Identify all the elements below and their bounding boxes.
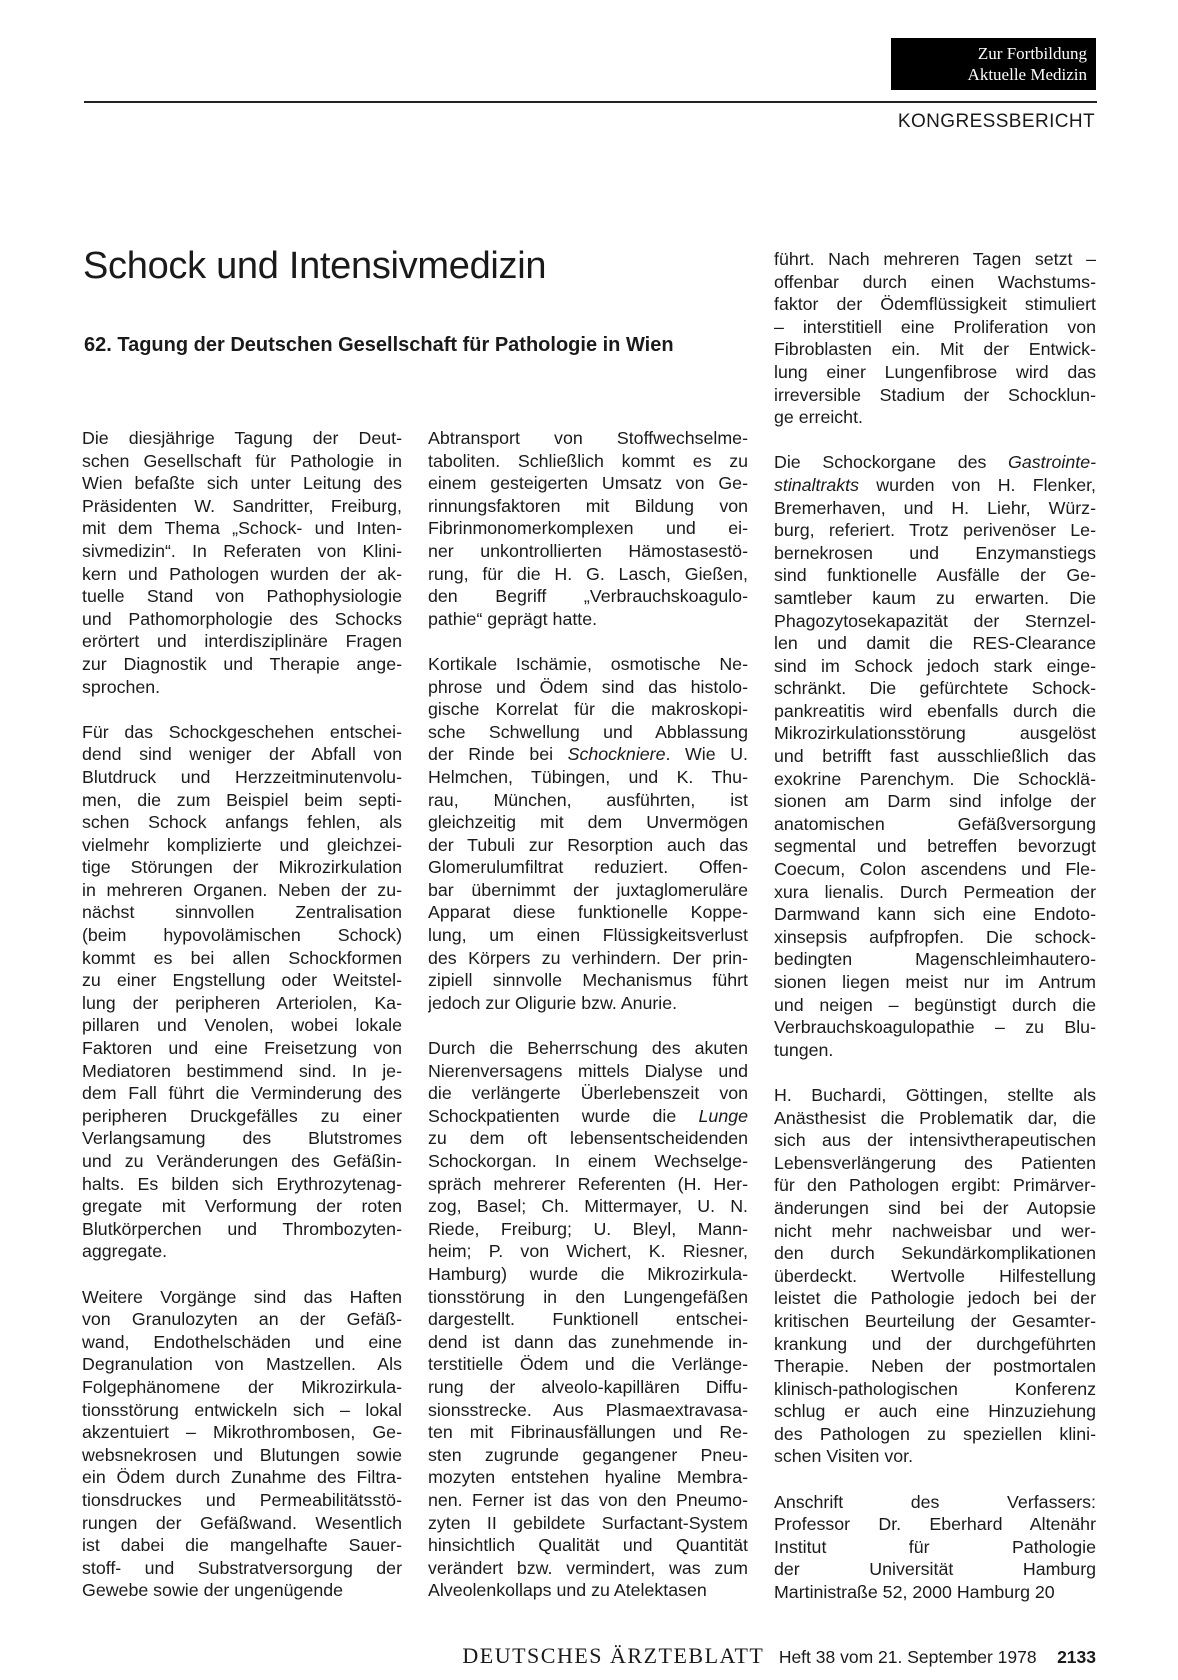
- paragraph-gap: [82, 698, 402, 721]
- text-line: Helmchen, Tübingen, und K. Thu-: [428, 766, 748, 787]
- text-line: lung der peripheren Arteriolen, Ka-: [82, 992, 402, 1013]
- text-line: phrose und Ödem sind das histolo-: [428, 676, 748, 697]
- paragraph-gap: [774, 1061, 1096, 1084]
- text-line: exokrine Parenchym. Die Schocklä-: [774, 768, 1096, 789]
- text-line: des Körpers zu verhindern. Der prin-: [428, 947, 748, 968]
- text-line: hinsichtlich Qualität und Quantität: [428, 1535, 748, 1556]
- text-line: zu einer Engstellung oder Weitstel-: [82, 970, 402, 991]
- text-line: dargestellt. Funktionell entschei-: [428, 1309, 748, 1330]
- text-line: tionsdruckes und Permeabilitätsstö-: [82, 1489, 402, 1510]
- text-column-1: [82, 427, 402, 1602]
- text-line: Blutkörperchen und Thrombozyten-: [82, 1218, 402, 1239]
- text-line: sprochen.: [82, 676, 161, 697]
- text-line: tige Störungen der Mikrozirkulation: [82, 857, 402, 878]
- text-line: Degranulation von Mastzellen. Als: [82, 1354, 402, 1375]
- text-line: dend ist dann das zunehmende in-: [428, 1331, 748, 1352]
- text-line: xura lienalis. Durch Permeation der: [774, 881, 1096, 902]
- text-line: ein Ödem durch Zunahme des Filtra-: [82, 1467, 402, 1488]
- text-line: burg, referiert. Trotz perivenöser Le-: [774, 520, 1096, 541]
- rubric-line-2: Aktuelle Medizin: [967, 65, 1087, 84]
- page-number: 2133: [1057, 1647, 1096, 1667]
- text-line: lung einer Lungenfibrose wird das: [774, 361, 1096, 382]
- text-line: anatomischen Gefäßversorgung: [774, 813, 1096, 834]
- text-line: nächst sinnvollen Zentralisation: [82, 902, 402, 923]
- text-line: krankung und der durchgeführten: [774, 1333, 1096, 1354]
- text-line: halts. Es bilden sich Erythrozytenag-: [82, 1173, 402, 1194]
- text-line: mozyten entstehen hyaline Membra-: [428, 1467, 748, 1488]
- text-line: wand, Endothelschäden und eine: [82, 1331, 402, 1352]
- text-line: Anschrift des Verfassers:: [774, 1491, 1096, 1512]
- text-line: Weitere Vorgänge sind das Haften: [82, 1286, 402, 1307]
- text-line: sind im Schock jedoch stark einge-: [774, 655, 1096, 676]
- text-line: Lebensverlängerung des Patienten: [774, 1152, 1096, 1173]
- text-line: terstitielle Ödem und die Verlänge-: [428, 1354, 748, 1375]
- text-line: spräch mehrerer Referenten (H. Her-: [428, 1173, 748, 1194]
- text-line: Gewebe sowie der ungenügende: [82, 1580, 343, 1601]
- text-line: offenbar durch einen Wachstums-: [774, 271, 1096, 292]
- paragraph-gap: [82, 1263, 402, 1286]
- text-line: schlug er auch eine Hinzuziehung: [774, 1401, 1096, 1422]
- text-line: sionen liegen meist nur im Antrum: [774, 972, 1096, 992]
- article-subtitle: 62. Tagung der Deutschen Gesellschaft für Pathologie in Wien: [84, 334, 674, 356]
- text-line: gregate mit Verformung der roten: [82, 1196, 402, 1217]
- text-line: Für das Schockgeschehen entschei-: [82, 721, 402, 742]
- text-line: sten zugrunde gegangener Pneu-: [428, 1444, 748, 1465]
- text-line: segmental und betreffen bevorzugt: [774, 836, 1096, 857]
- text-line: kern und Pathologen wurden der ak-: [82, 563, 402, 584]
- text-line: schränkt. Die gefürchtete Schock-: [774, 678, 1096, 699]
- text-line: kommt es bei allen Schockformen: [82, 947, 402, 968]
- text-line: vielmehr komplizierte und gleichzei-: [82, 834, 402, 855]
- text-line: sionen am Darm sind infolge der: [774, 791, 1096, 812]
- text-line: klinisch-pathologischen Konferenz: [774, 1378, 1096, 1399]
- text-line: änderungen sind bei der Autopsie: [774, 1197, 1096, 1218]
- text-line: tuelle Stand von Pathophysiologie: [82, 586, 402, 607]
- text-line: überdeckt. Wertvolle Hilfestellung: [774, 1265, 1096, 1286]
- text-line: tungen.: [774, 1039, 834, 1060]
- text-line: Riede, Freiburg; U. Bleyl, Mann-: [428, 1218, 748, 1239]
- text-line: kritischen Beurteilung der Gesamter-: [774, 1310, 1096, 1331]
- header-rule: [84, 101, 1097, 103]
- text-line: Durch die Beherrschung des akuten: [428, 1038, 748, 1059]
- section-label: KONGRESSBERICHT: [897, 111, 1095, 132]
- text-line: den durch Sekundärkomplikationen: [774, 1243, 1096, 1264]
- text-line: Apparat diese funktionelle Koppe-: [428, 902, 748, 923]
- text-line: Darmwand kann sich eine Endoto-: [774, 904, 1096, 925]
- text-line: Die diesjährige Tagung der Deut-: [82, 428, 402, 448]
- text-line: gleichzeitig mit dem Unvermögen: [428, 812, 748, 833]
- text-line: stoff- und Substratversorgung der: [82, 1557, 402, 1578]
- rubric-badge: [891, 38, 1096, 90]
- text-line: jedoch zur Oligurie bzw. Anurie.: [428, 992, 678, 1013]
- text-line: Mediatoren bestimmend sind. In je-: [82, 1060, 402, 1081]
- text-line: irreversible Stadium der Schocklun-: [774, 384, 1096, 405]
- paragraph-gap: [428, 1014, 748, 1037]
- text-line: nen. Ferner ist das von den Pneumo-: [428, 1489, 748, 1510]
- text-line: mit dem Thema „Schock- und Inten-: [82, 518, 402, 539]
- text-line: len und damit die RES-Clearance: [774, 633, 1096, 654]
- text-line: akzentuiert – Mikrothrombosen, Ge-: [82, 1422, 402, 1443]
- text-line: Wien befaßte sich unter Leitung des: [82, 473, 402, 494]
- text-line: Phagozytosekapazität der Sternzel-: [774, 610, 1096, 631]
- text-line: lung, um einen Flüssigkeitsverlust: [428, 925, 748, 946]
- text-line: rung der alveolo-kapillären Diffu-: [428, 1376, 748, 1397]
- text-line: tionsstörung entwickeln sich – lokal: [82, 1399, 402, 1420]
- text-line: in mehreren Organen. Neben der zu-: [82, 879, 402, 900]
- text-line: Alveolenkollaps und zu Atelektasen: [428, 1580, 707, 1601]
- text-line: xinsepsis aufpfropfen. Die schock-: [774, 926, 1096, 947]
- text-line: – interstitiell eine Proliferation von: [774, 316, 1096, 337]
- text-line: H. Buchardi, Göttingen, stellte als: [774, 1084, 1096, 1105]
- text-line: Therapie. Neben der postmortalen: [774, 1356, 1096, 1377]
- text-line: und zu Veränderungen des Gefäßin-: [82, 1151, 402, 1171]
- journal-name: DEUTSCHES ÄRZTEBLATT: [462, 1643, 765, 1668]
- text-line: und betrifft fast ausschließlich das: [774, 746, 1096, 767]
- text-line: Mikrozirkulationsstörung ausgelöst: [774, 723, 1096, 744]
- text-line: der Tubuli zur Resorption auch das: [428, 834, 748, 855]
- text-line: für den Pathologen ergibt: Primärver-: [774, 1175, 1096, 1196]
- text-line: verändert bzw. vermindert, was zum: [428, 1557, 748, 1578]
- text-line: faktor der Ödemflüssigkeit stimuliert: [774, 294, 1096, 315]
- rubric-line-1: Zur Fortbildung: [977, 44, 1087, 63]
- text-line: Anästhesist die Problematik dar, die: [774, 1107, 1096, 1128]
- text-line: sind funktionelle Ausfälle der Ge-: [774, 565, 1096, 586]
- text-line: Blutdruck und Herzzeitminutenvolu-: [82, 766, 402, 787]
- text-column-3: [774, 248, 1096, 1604]
- text-line: Faktoren und eine Freisetzung von: [82, 1038, 402, 1059]
- text-line: Folgephänomene der Mikrozirkula-: [82, 1376, 402, 1397]
- text-line: pankreatitis wird ebenfalls durch die: [774, 700, 1096, 721]
- text-line: bernekrosen und Enzymanstiegs: [774, 542, 1096, 563]
- text-line: rinnungsfaktoren mit Bildung von: [428, 495, 748, 516]
- text-line: taboliten. Schließlich kommt es zu: [428, 450, 748, 471]
- text-line: Kortikale Ischämie, osmotische Ne-: [428, 653, 748, 674]
- text-line: Professor Dr. Eberhard Altenähr: [774, 1514, 1096, 1535]
- text-line: Verbrauchskoagulopathie – zu Blu-: [774, 1017, 1096, 1038]
- text-line: schen Gesellschaft für Pathologie in: [82, 450, 402, 471]
- text-line: bedingten Magenschleimhautero-: [774, 949, 1096, 970]
- text-line: ge erreicht.: [774, 407, 863, 428]
- text-line: Glomerulumfiltrat reduziert. Offen-: [428, 857, 748, 878]
- text-line: Fibroblasten ein. Mit der Entwick-: [774, 339, 1096, 360]
- issue-info: Heft 38 vom 21. September 1978: [778, 1647, 1037, 1667]
- paragraph-gap: [428, 630, 748, 653]
- text-line: sionsstrecke. Aus Plasmaextravasa-: [428, 1399, 748, 1420]
- text-line: Institut für Pathologie: [774, 1536, 1096, 1557]
- text-line: Verlangsamung des Blutstromes: [82, 1128, 402, 1149]
- text-line: sche Schwellung und Abblassung: [428, 721, 748, 742]
- text-line: pathie“ geprägt hatte.: [428, 608, 598, 629]
- text-line: den Begriff „Verbrauchskoagulo-: [428, 586, 748, 607]
- text-line: schen Schock anfangs fehlen, als: [82, 812, 402, 833]
- text-line: dem Fall führt die Verminderung des: [82, 1083, 402, 1104]
- text-line: und neigen – begünstigt durch die: [774, 994, 1096, 1015]
- text-line: und Pathomorphologie des Schocks: [82, 608, 402, 629]
- text-line: gische Korrelat für die makroskopi-: [428, 699, 748, 720]
- text-line: zipiell sinnvolle Mechanismus führt: [428, 970, 748, 991]
- paragraph-gap: [774, 429, 1096, 452]
- text-line: schen Visiten vor.: [774, 1446, 914, 1467]
- text-line: rau, München, ausführten, ist: [428, 789, 748, 810]
- text-line: Coecum, Colon ascendens und Fle-: [774, 859, 1096, 880]
- text-line: des Pathologen zu speziellen klini-: [774, 1423, 1096, 1444]
- text-line: Schockpatienten wurde die Lunge: [428, 1105, 748, 1126]
- text-line: zur Diagnostik und Therapie ange-: [82, 653, 402, 674]
- text-line: men, die zum Beispiel beim septi-: [82, 789, 402, 810]
- text-line: nicht mehr nachweisbar und wer-: [774, 1220, 1096, 1241]
- article-title: Schock und Intensivmedizin: [83, 245, 547, 287]
- text-line: Die Schockorgane des Gastrointe-: [774, 452, 1096, 473]
- text-line: zyten II gebildete Surfactant-System: [428, 1512, 748, 1533]
- text-line: Hamburg) wurde die Mikrozirkula-: [428, 1263, 748, 1284]
- text-line: einem gesteigerten Umsatz von Ge-: [428, 473, 748, 494]
- text-line: ten mit Fibrinausfällungen und Re-: [428, 1422, 748, 1443]
- text-line: sivmedizin“. In Referaten von Klini-: [82, 540, 402, 561]
- text-line: rung, für die H. G. Lasch, Gießen,: [428, 563, 748, 584]
- text-line: tionsstörung in den Lungengefäßen: [428, 1286, 748, 1307]
- text-line: aggregate.: [82, 1241, 168, 1262]
- text-line: dend sind weniger der Abfall von: [82, 744, 402, 765]
- text-line: stinaltrakts wurden von H. Flenker,: [774, 474, 1096, 495]
- text-line: leistet die Pathologie jedoch bei der: [774, 1288, 1096, 1309]
- text-line: Präsidenten W. Sandritter, Freiburg,: [82, 495, 402, 516]
- text-line: zu dem oft lebensentscheidenden: [428, 1128, 748, 1149]
- text-line: sich aus der intensivtherapeutischen: [774, 1130, 1096, 1151]
- text-line: der Rinde bei Schockniere. Wie U.: [428, 744, 748, 765]
- text-line: Schockorgan. In einem Wechselge-: [428, 1151, 748, 1171]
- text-line: heim; P. von Wichert, K. Riesner,: [428, 1241, 748, 1262]
- text-line: Fibrinmonomerkomplexen und ei-: [428, 518, 748, 539]
- text-line: websnekrosen und Blutungen sowie: [82, 1444, 402, 1465]
- text-line: führt. Nach mehreren Tagen setzt –: [774, 249, 1096, 269]
- paragraph-gap: [774, 1468, 1096, 1491]
- text-line: Bremerhaven, und H. Liehr, Würz-: [774, 497, 1096, 518]
- text-line: (beim hypovolämischen Schock): [82, 925, 402, 946]
- text-line: ner unkontrollierten Hämostasestö-: [428, 540, 748, 561]
- text-line: die verlängerte Überlebenszeit von: [428, 1083, 748, 1104]
- text-line: zog, Basel; Ch. Mittermayer, U. N.: [428, 1196, 748, 1217]
- text-line: Martinistraße 52, 2000 Hamburg 20: [774, 1582, 1055, 1603]
- text-line: samtleber kaum zu erwarten. Die: [774, 587, 1096, 608]
- text-line: der Universität Hamburg: [774, 1559, 1096, 1580]
- text-line: Abtransport von Stoffwechselme-: [428, 428, 748, 448]
- text-line: peripheren Druckgefälles zu einer: [82, 1105, 402, 1126]
- text-column-2: [428, 427, 748, 1602]
- text-line: bar übernimmt der juxtaglomeruläre: [428, 879, 748, 900]
- text-line: Nierenversagens mittels Dialyse und: [428, 1060, 748, 1081]
- text-line: pillaren und Venolen, wobei lokale: [82, 1015, 402, 1036]
- page-footer: [400, 1643, 1096, 1669]
- text-line: von Granulozyten an der Gefäß-: [82, 1309, 402, 1330]
- text-line: rungen der Gefäßwand. Wesentlich: [82, 1512, 402, 1533]
- text-line: ist dabei die mangelhafte Sauer-: [82, 1535, 402, 1556]
- text-line: erörtert und interdisziplinäre Fragen: [82, 631, 402, 652]
